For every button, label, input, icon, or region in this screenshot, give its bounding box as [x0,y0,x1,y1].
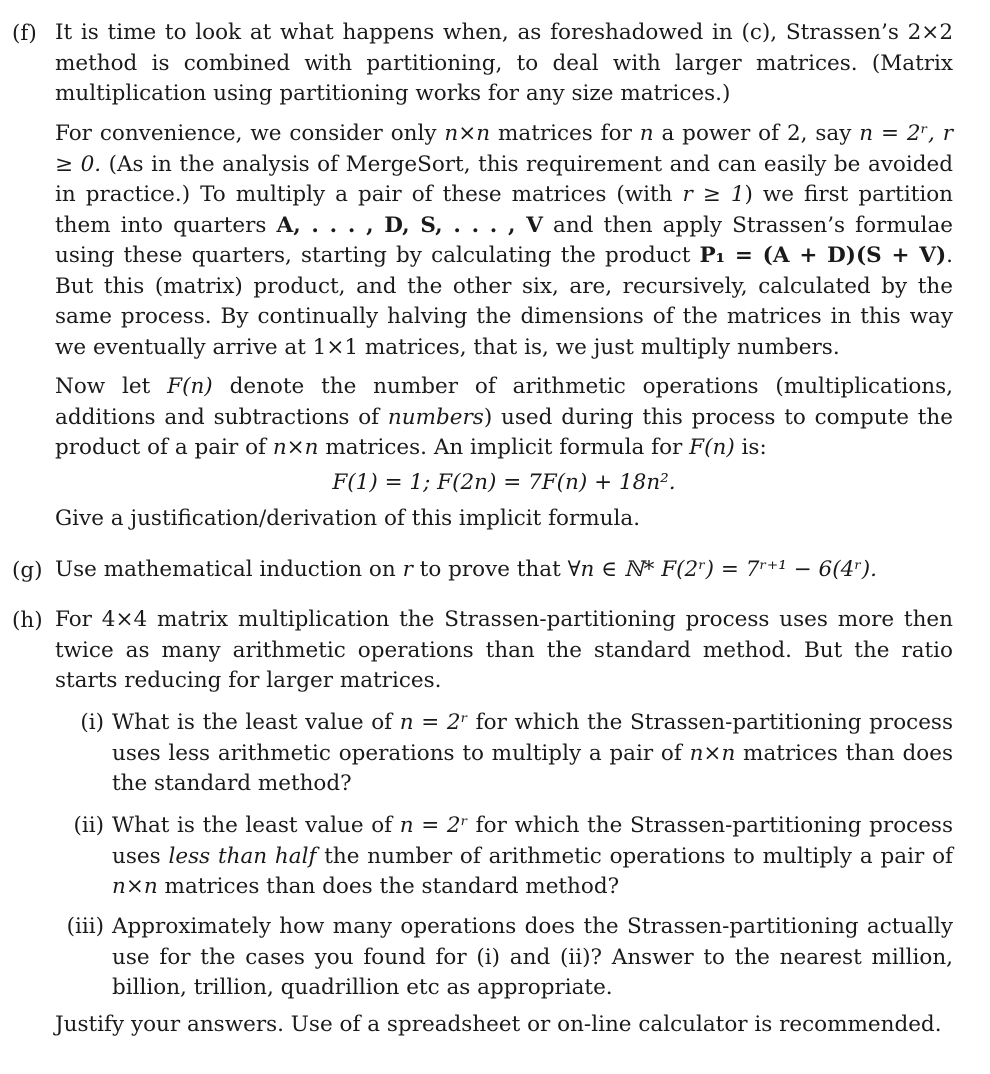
text-span: matrices for [490,121,640,146]
text-span: denote the number of arithmetic operations (multiplications, additions and subtractions of [55,374,953,430]
text-span: . But this (matrix) product, and the other six, are, recursively, calculated by the same process. By continually halving the dimensions of the matrices in this way we eventually arrive at 1×1 matrices, that is, we just multiply numbers. [55,243,953,360]
subpart-i-label: (i) [80,710,104,735]
text-span: Now let [55,374,168,399]
math-n-power-of-2: n = 2ʳ [399,710,469,735]
text-span: For convenience, we consider only [55,121,445,146]
text-span: What is the least value of [112,710,400,735]
text-span: Use mathematical induction on [55,557,403,582]
math-n-power-of-2: n = 2ʳ [399,813,469,838]
subpart-ii-text [112,811,953,903]
math-f-of-n: F(n) [167,374,213,399]
part-h-closing: Justify your answers. Use of a spreadsheet or on-line calculator is recommended. [55,1012,942,1037]
text-span: matrices. An implicit formula for [318,435,690,460]
text-span: (As in the analysis of MergeSort, this requirement and can easily be avoided in practice.) To multiply a pair of these matrices (with [55,151,953,207]
math-induction-statement: ∀n ∈ ℕ* F(2ʳ) = 7ʳ⁺¹ − 6(4ʳ). [567,557,877,582]
math-f-of-n: F(n) [689,435,735,460]
emphasis-less-than-half: less than half [168,843,317,869]
math-quarters: A, . . . , D, S, . . . , V [276,212,543,238]
part-h-intro: For 4×4 matrix multiplication the Strassen-partitioning process uses more then twice as many arithmetic operations than the standard method. But the ratio starts reducing for larger matrices. [55,607,953,693]
part-g-text [55,555,953,586]
part-f-intro-text: It is time to look at what happens when, as foreshadowed in (c), Strassen’s 2×2 method is combined with partitioning, to deal with larger matrices. (Matrix multiplication using partitioning works for any size matrices.) [55,20,953,106]
subpart-iii-label: (iii) [66,914,104,939]
subpart-iii-text: Approximately how many operations does the Strassen-partitioning actually use for the cases you found for (i) and (ii)? Answer to the nearest million, billion, trillion, quadrillion etc as appropriate. [112,914,953,1000]
text-span: ) we first partition them into quarters [55,182,954,238]
math-nxn: n×n [444,121,491,146]
math-p1-product: P₁ = (A + D)(S + V) [699,243,947,268]
text-span: matrices than does the standard method? [112,740,953,796]
part-f-intro [55,18,953,110]
math-n: n [639,121,654,146]
part-f-instruction: Give a justification/derivation of this implicit formula. [55,506,641,531]
text-span: is: [734,435,767,460]
math-r-ge-1: r ≥ 1 [682,182,745,207]
part-f-paragraph-2 [55,119,953,363]
text-span: for which the Strassen-partitioning process uses less arithmetic operations to multiply a pair of [112,710,953,766]
math-n-power-of-2: n = 2ʳ, r ≥ 0. [55,121,953,177]
text-span: matrices than does the standard method? [157,874,620,899]
part-f-paragraph-3 [55,372,953,464]
subpart-i-text [112,708,953,800]
text-span: a power of 2, say [653,121,860,146]
part-g-label: (g) [12,558,43,583]
part-f-label: (f) [12,21,37,46]
math-nxn: n×n [272,435,319,460]
math-nxn: n×n [112,874,158,899]
math-r: r [402,557,413,582]
text-span: the number of arithmetic operations to multiply a pair of [316,843,953,869]
subpart-ii-label: (ii) [73,813,104,838]
part-h-label: (h) [12,608,43,633]
text-span: ) used during this process to compute the product of a pair of [55,404,953,460]
emphasis-numbers: numbers [387,404,484,430]
math-nxn: n×n [689,740,736,766]
text-span: and then apply Strassen’s formulae using these quarters, starting by calculating the product [55,212,953,268]
text-span: to prove that [412,557,568,582]
text-span: for which the Strassen-partitioning process uses [112,813,953,869]
implicit-formula: F(1) = 1; F(2n) = 7F(n) + 18n². [332,470,676,495]
text-span: What is the least value of [112,813,400,838]
